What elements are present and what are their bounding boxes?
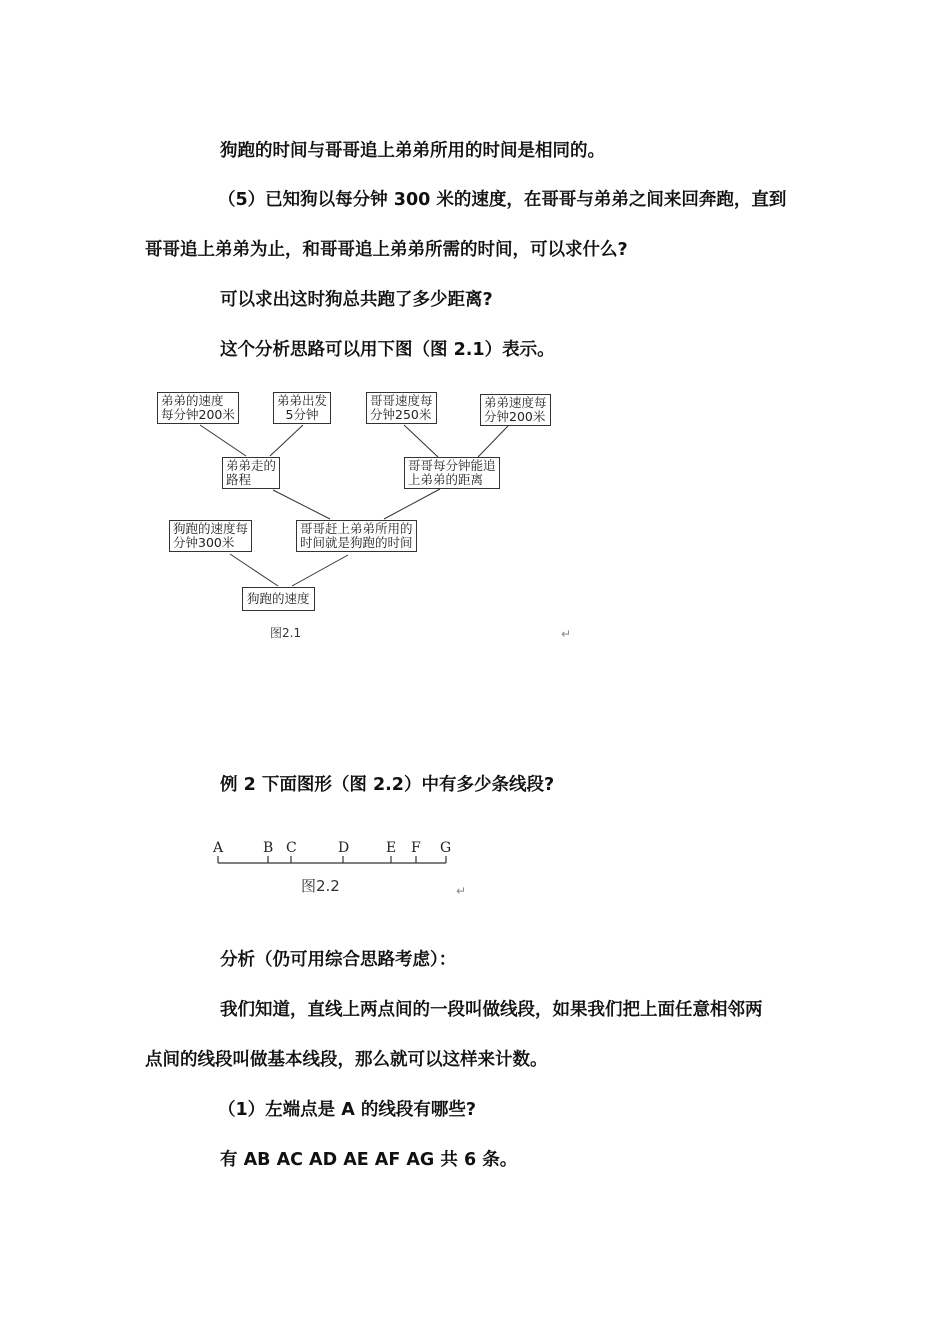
paragraph-7: 分析（仍可用综合思路考虑）： — [220, 950, 457, 970]
paragraph-9: 点间的线段叫做基本线段，那么就可以这样来计数。 — [145, 1050, 548, 1070]
point-label-f: F — [411, 840, 421, 856]
box-younger-brother-distance: 弟弟走的 路程 — [222, 457, 280, 489]
point-label-b: B — [263, 840, 274, 856]
box-catch-up-distance: 哥哥每分钟能追 上弟弟的距离 — [404, 457, 500, 489]
point-label-a: A — [213, 840, 224, 856]
point-label-g: G — [440, 840, 452, 856]
point-label-c: C — [286, 840, 297, 856]
paragraph-11: 有 AB AC AD AE AF AG 共 6 条。 — [220, 1150, 518, 1170]
paragraph-6: 例 2 下面图形（图 2.2）中有多少条线段? — [220, 775, 555, 795]
figure-2-2-caption: 图2.2 — [301, 877, 340, 895]
point-label-d: D — [338, 840, 350, 856]
box-younger-brother-start: 弟弟出发 5分钟 — [273, 392, 331, 424]
box-dog-speed: 狗跑的速度每 分钟300米 — [169, 520, 252, 552]
point-label-e: E — [386, 840, 397, 856]
box-younger-brother-speed: 弟弟的速度 每分钟200米 — [157, 392, 239, 424]
paragraph-8: 我们知道，直线上两点间的一段叫做线段，如果我们把上面任意相邻两 — [220, 1000, 763, 1020]
paragraph-3: 哥哥追上弟弟为止，和哥哥追上弟弟所需的时间，可以求什么? — [145, 240, 628, 260]
box-older-brother-speed: 哥哥速度每 分钟250米 — [366, 392, 437, 424]
paragraph-1: 狗跑的时间与哥哥追上弟弟所用的时间是相同的。 — [220, 141, 605, 161]
box-catch-up-time: 哥哥赶上弟弟所用的 时间就是狗跑的时间 — [296, 520, 417, 552]
figure-2-1-caption: 图2.1 — [270, 626, 302, 640]
paragraph-5: 这个分析思路可以用下图（图 2.1）表示。 — [220, 340, 555, 360]
paragraph-4: 可以求出这时狗总共跑了多少距离? — [220, 290, 493, 310]
return-mark-1: ↵ — [561, 627, 572, 641]
paragraph-2: （5）已知狗以每分钟 300 米的速度，在哥哥与弟弟之间来回奔跑，直到 — [218, 190, 787, 210]
return-mark-2: ↵ — [456, 884, 467, 898]
box-dog-running: 狗跑的速度 — [242, 587, 315, 611]
paragraph-10: （1）左端点是 A 的线段有哪些? — [218, 1100, 477, 1120]
box-younger-brother-speed-2: 弟弟速度每 分钟200米 — [480, 394, 551, 426]
